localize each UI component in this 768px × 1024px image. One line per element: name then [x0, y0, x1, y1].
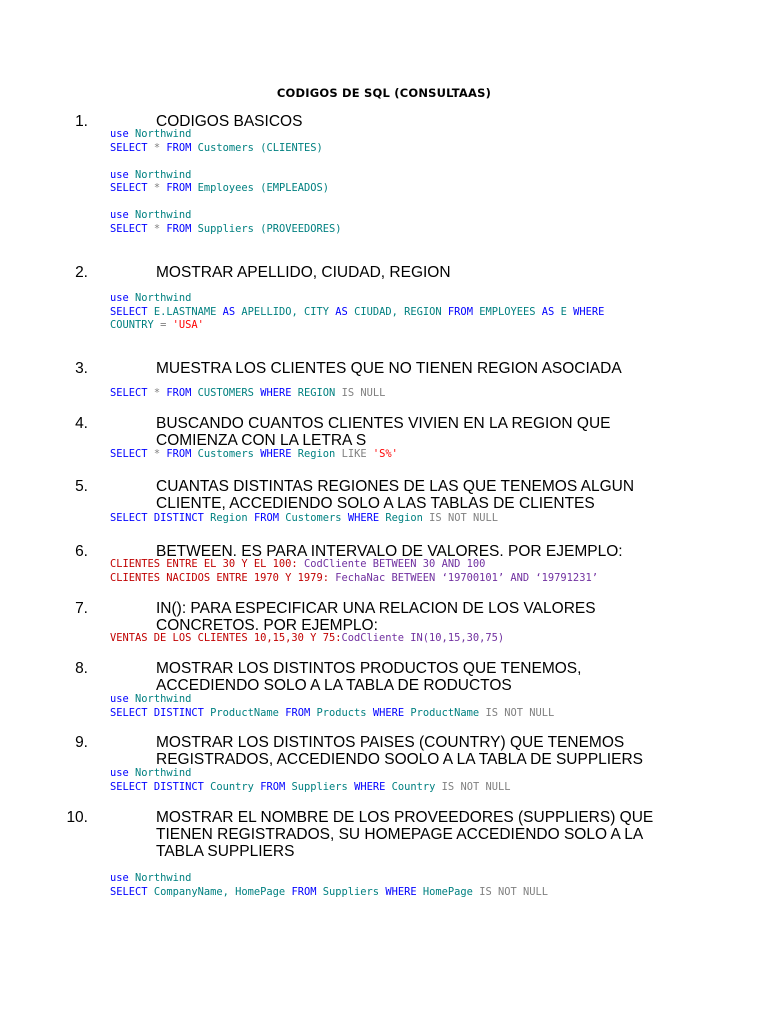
- code-block-2: use Northwind SELECT E.LASTNAME AS APELLIDO, CITY AS CIUDAD, REGION FROM EMPLOYEES AS E WHERE COUNTRY = 'USA': [110, 292, 605, 331]
- code-block-7: VENTAS DE LOS CLIENTES 10,15,30 Y 75:CodCliente IN(10,15,30,75): [110, 632, 505, 644]
- code-block-8: use Northwind SELECT DISTINCT ProductName FROM Products WHERE ProductName IS NOT NULL: [110, 693, 555, 719]
- code-block-1: use Northwind SELECT * FROM Customers (CLIENTES) use Northwind SELECT * FROM Employees (EMPLEADOS) use Northwind SELECT * FROM Suppliers (PROVEEDORES): [110, 128, 342, 235]
- code-block-3: SELECT * FROM CUSTOMERS WHERE REGION IS NULL: [110, 387, 386, 399]
- code-block-10: use Northwind SELECT CompanyName, HomePage FROM Suppliers WHERE HomePage IS NOT NULL: [110, 872, 549, 898]
- code-block-9: use Northwind SELECT DISTINCT Country FROM Suppliers WHERE Country IS NOT NULL: [110, 767, 511, 793]
- code-block-5: SELECT DISTINCT Region FROM Customers WHERE Region IS NOT NULL: [110, 512, 498, 524]
- document-page: CODIGOS DE SQL (CONSULTAAS) 1. CODIGOS BASICOS use Northwind SELECT * FROM Customers (CLIENTES) use Northwind SELECT * FROM Employees (EMPLEADOS) use Northwind SELECT * FROM Suppliers (PROVEEDORES) 2. MOSTRAR APELLIDO, CIUDAD, REGION use Northwind SELECT E.LASTNAME AS APELLIDO, CITY AS CIUDAD, REGION FROM EMPLOYEES AS E WHERE COUNTRY = 'USA' 3. MUESTRA LOS CLIENTES QUE NO TIENEN REGION ASOCIADA SELECT * FROM CUSTOMERS WHERE REGION IS NULL 4. BUSCANDO CUANTOS CLIENTES VIVIEN EN LA REGION QUE COMIENZA CON LA LETRA S SELECT * FROM Customers WHERE Region LIKE 'S%' 5. CUANTAS DISTINTAS REGIONES DE LAS QUE TENEMOS ALGUN CLIENTE, ACCEDIENDO SOLO A LAS TABLAS DE CLIENTES SELECT DISTINCT Region FROM Customers WHERE Region IS NOT NULL 6. BETWEEN. ES PARA INTERVALO DE VALORES. POR EJEMPLO: CLIENTES ENTRE EL 30 Y EL 100: CodCliente BETWEEN 30 AND 100 CLIENTES NACIDOS ENTRE 1970 Y 1979: FechaNac BETWEEN ‘19700101’ AND ‘19791231’ 7. IN(): PARA ESPECIFICAR UNA RELACION DE LOS VALORES CONCRETOS. POR EJEMPLO: VENTAS DE LOS CLIENTES 10,15,30 Y 75:CodCliente IN(10,15,30,75) 8. MOSTRAR LOS DISTINTOS PRODUCTOS QUE TENEMOS, ACCEDIENDO SOLO A LA TABLA DE RODUCTOS use Northwind SELECT DISTINCT ProductName FROM Products WHERE ProductName IS NOT NULL 9. MOSTRAR LOS DISTINTOS PAISES (COUNTRY) QUE TENEMOS REGISTRADOS, ACCEDIENDO SOOLO A LA TABLA DE SUPPLIERS use Northwind SELECT DISTINCT Country FROM Suppliers WHERE Country IS NOT NULL 10. MOSTRAR EL NOMBRE DE LOS PROVEEDORES (SUPPLIERS) QUE TIENEN REGISTRADOS, SU HOMEPAGE ACCEDIENDO SOLO A LA TABLA SUPPLIERS use Northwind SELECT CompanyName, HomePage FROM Suppliers WHERE HomePage IS NOT NULL: [0, 0, 768, 1024]
- code-block-4: SELECT * FROM Customers WHERE Region LIKE 'S%': [110, 448, 398, 460]
- document-title: CODIGOS DE SQL (CONSULTAAS): [276, 86, 492, 100]
- code-block-6: CLIENTES ENTRE EL 30 Y EL 100: CodCliente BETWEEN 30 AND 100 CLIENTES NACIDOS ENTRE 1970 Y 1979: FechaNac BETWEEN ‘19700101’ AND ‘19791231’: [110, 558, 598, 584]
